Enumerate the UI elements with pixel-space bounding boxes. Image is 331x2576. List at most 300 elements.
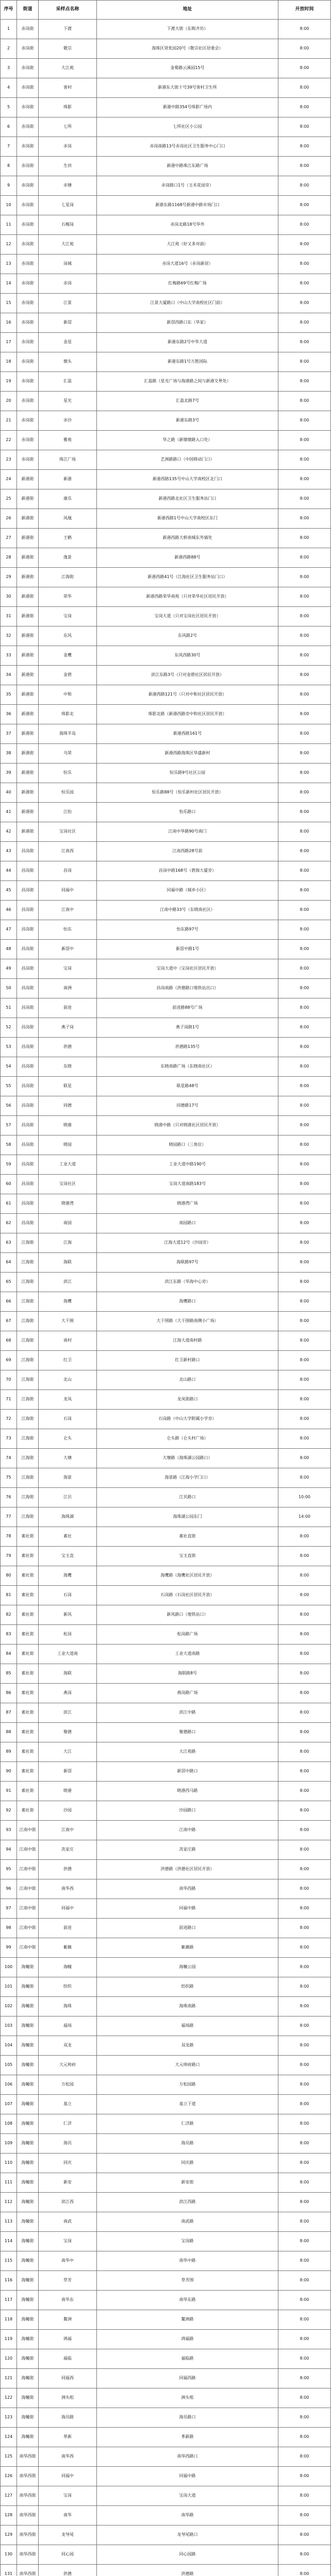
cell-address: 同福中路 <box>97 2467 278 2486</box>
cell-index: 31 <box>1 607 17 626</box>
cell-open-time: 8:00 <box>278 2134 331 2154</box>
cell-site-name: 红卫 <box>39 1351 97 1370</box>
table-row <box>1 744 331 764</box>
cell-index: 98 <box>1 1919 17 1938</box>
cell-address: 怡东路97号 <box>97 920 278 940</box>
cell-open-time: 8:00 <box>278 2212 331 2232</box>
cell-index: 94 <box>1 1840 17 1860</box>
cell-index: 76 <box>1 1488 17 1507</box>
cell-street: 海幢街 <box>17 2271 39 2291</box>
cell-open-time: 8:00 <box>278 1175 331 1194</box>
cell-site-name: 新风 <box>39 1605 97 1625</box>
cell-address: 新港西路88号 <box>97 548 278 568</box>
cell-open-time: 8:00 <box>278 1351 331 1370</box>
cell-index: 34 <box>1 666 17 685</box>
cell-street: 南华西街 <box>17 2447 39 2467</box>
cell-open-time: 8:00 <box>278 1429 331 1449</box>
table-row <box>1 78 331 98</box>
table-row <box>1 861 331 881</box>
cell-address: 大塘路（海珠湖公园路口） <box>97 1449 278 1468</box>
cell-site-name: 龙凤 <box>39 1390 97 1410</box>
cell-open-time: 8:00 <box>278 98 331 117</box>
cell-street: 赤岗街 <box>17 450 39 470</box>
cell-open-time: 8:00 <box>278 803 331 822</box>
table-row <box>1 2369 331 2388</box>
cell-street: 昌岗街 <box>17 920 39 940</box>
cell-site-name: 南华西 <box>39 1879 97 1899</box>
cell-address: 赤岗大道16号（赤岗新居） <box>97 255 278 274</box>
cell-street: 海幢街 <box>17 2173 39 2193</box>
cell-site-name: 七星岗 <box>39 196 97 215</box>
cell-index: 26 <box>1 509 17 529</box>
cell-street: 昌岗街 <box>17 842 39 861</box>
table-row <box>1 2251 331 2271</box>
cell-index: 85 <box>1 1664 17 1684</box>
cell-index: 127 <box>1 2486 17 2506</box>
cell-address: 宝岗大道 <box>97 2486 278 2506</box>
cell-address: 聚德路口 <box>97 1723 278 1742</box>
table-row <box>1 509 331 529</box>
cell-street: 海幢街 <box>17 2212 39 2232</box>
cell-street: 昌岗街 <box>17 1057 39 1077</box>
cell-open-time: 8:00 <box>278 1703 331 1723</box>
cell-site-name: 金碧 <box>39 666 97 685</box>
cell-address: 龙凤街路口 <box>97 1390 278 1410</box>
table-row <box>1 1488 331 1507</box>
cell-site-name: 晓港 <box>39 1116 97 1136</box>
cell-street: 昌岗街 <box>17 940 39 959</box>
table-row <box>1 724 331 744</box>
cell-address: 工业大道中路190号 <box>97 1155 278 1175</box>
cell-address: 宝岗大道（只对宝岗社区居民开放） <box>97 607 278 626</box>
cell-street: 南华西街 <box>17 2526 39 2545</box>
cell-open-time: 8:00 <box>278 1566 331 1586</box>
cell-site-name: 宝玉直 <box>39 1547 97 1566</box>
cell-index: 39 <box>1 764 17 783</box>
cell-address: 南华西路口 <box>97 2447 278 2467</box>
cell-index: 28 <box>1 548 17 568</box>
cell-site-name: 金星 <box>39 333 97 352</box>
cell-street: 素社街 <box>17 1566 39 1586</box>
cell-street: 江南中街 <box>17 1879 39 1899</box>
cell-index: 18 <box>1 352 17 372</box>
cell-index: 108 <box>1 2114 17 2134</box>
cell-street: 海幢街 <box>17 2193 39 2212</box>
cell-street: 江海街 <box>17 1449 39 1468</box>
table-row <box>1 2095 331 2114</box>
cell-open-time: 8:00 <box>278 450 331 470</box>
table-row <box>1 313 331 333</box>
table-row <box>1 352 331 372</box>
cell-index: 61 <box>1 1194 17 1214</box>
cell-index: 24 <box>1 470 17 489</box>
cell-street: 江海街 <box>17 1292 39 1312</box>
cell-site-name: 冼家庄 <box>39 1840 97 1860</box>
cell-index: 60 <box>1 1175 17 1194</box>
cell-open-time: 8:00 <box>278 313 331 333</box>
cell-open-time: 8:00 <box>278 587 331 607</box>
cell-street: 素社街 <box>17 1703 39 1723</box>
table-row <box>1 1038 331 1057</box>
cell-open-time: 8:00 <box>278 235 331 255</box>
cell-index: 104 <box>1 2036 17 2056</box>
cell-index: 77 <box>1 1507 17 1527</box>
cell-open-time: 14:00 <box>278 1507 331 1527</box>
header-street: 街道 <box>17 1 39 20</box>
cell-site-name: 星光 <box>39 392 97 411</box>
table-row <box>1 2232 331 2251</box>
cell-open-time: 8:00 <box>278 724 331 744</box>
cell-site-name: 南华西 <box>39 2447 97 2467</box>
cell-open-time: 8:00 <box>278 1664 331 1684</box>
cell-index: 21 <box>1 411 17 431</box>
cell-site-name: 东风 <box>39 626 97 646</box>
cell-index: 88 <box>1 1723 17 1742</box>
cell-open-time: 8:00 <box>278 1449 331 1468</box>
cell-street: 海幢街 <box>17 2428 39 2447</box>
cell-index: 126 <box>1 2467 17 2486</box>
cell-index: 78 <box>1 1527 17 1547</box>
cell-index: 54 <box>1 1057 17 1077</box>
cell-open-time: 8:00 <box>278 1840 331 1860</box>
cell-site-name: 双龙 <box>39 2036 97 2056</box>
cell-index: 65 <box>1 1273 17 1292</box>
cell-site-name: 南华中 <box>39 2251 97 2271</box>
cell-address: 鳌洲路 <box>97 2310 278 2330</box>
table-row <box>1 2056 331 2075</box>
table-row <box>1 803 331 822</box>
cell-address: 江南中路33号（东晓南社区） <box>97 901 278 920</box>
cell-street: 江南中街 <box>17 1821 39 1840</box>
cell-street: 赤岗街 <box>17 294 39 313</box>
cell-open-time: 8:00 <box>278 59 331 78</box>
cell-index: 103 <box>1 2016 17 2036</box>
cell-open-time: 8:00 <box>278 1253 331 1273</box>
cell-site-name: 同福中 <box>39 2467 97 2486</box>
table-row <box>1 1116 331 1136</box>
cell-site-name: 新安 <box>39 2173 97 2193</box>
cell-street: 素社街 <box>17 1527 39 1547</box>
cell-address: 滨江东路3号（只对金碧社区居民开放） <box>97 666 278 685</box>
cell-address: 仑头路（仑头村广场） <box>97 1429 278 1449</box>
cell-open-time: 8:00 <box>278 1899 331 1919</box>
cell-address: 江南中华路90号南门 <box>97 822 278 842</box>
cell-address: 福场路 <box>97 2016 278 2036</box>
cell-index: 14 <box>1 274 17 294</box>
table-row <box>1 1410 331 1429</box>
cell-site-name: 万松园 <box>39 2075 97 2095</box>
cell-index: 128 <box>1 2506 17 2526</box>
table-row <box>1 157 331 176</box>
table-row <box>1 626 331 646</box>
cell-open-time: 8:00 <box>278 1292 331 1312</box>
cell-site-name: 素社 <box>39 1527 97 1547</box>
cell-open-time: 8:00 <box>278 431 331 450</box>
cell-street: 素社街 <box>17 1762 39 1782</box>
cell-street: 江南中街 <box>17 1840 39 1860</box>
cell-open-time: 8:00 <box>278 2408 331 2428</box>
cell-index: 38 <box>1 744 17 764</box>
cell-site-name: 晓港湾 <box>39 1194 97 1214</box>
cell-open-time: 8:00 <box>278 1214 331 1233</box>
cell-site-name: 沙园 <box>39 1801 97 1821</box>
cell-site-name: 基立 <box>39 2095 97 2114</box>
cell-address: 前进路88号广场 <box>97 998 278 1018</box>
table-row <box>1 235 331 255</box>
cell-open-time: 8:00 <box>278 1723 331 1742</box>
cell-open-time: 8:00 <box>278 548 331 568</box>
cell-index: 2 <box>1 39 17 59</box>
cell-street: 赤岗街 <box>17 176 39 196</box>
cell-open-time: 8:00 <box>278 1468 331 1488</box>
cell-index: 41 <box>1 803 17 822</box>
cell-address: 草芳围 <box>97 2271 278 2291</box>
cell-site-name: 王鹤 <box>39 529 97 548</box>
cell-open-time: 8:00 <box>278 626 331 646</box>
cell-site-name: 乌荣 <box>39 744 97 764</box>
table-row <box>1 998 331 1018</box>
cell-index: 49 <box>1 959 17 979</box>
table-row <box>1 39 331 59</box>
table-row <box>1 2212 331 2232</box>
table-row <box>1 1214 331 1233</box>
cell-street: 海幢街 <box>17 2349 39 2369</box>
cell-index: 84 <box>1 1645 17 1664</box>
cell-street: 江海街 <box>17 1429 39 1449</box>
cell-open-time: 8:00 <box>278 255 331 274</box>
cell-index: 46 <box>1 901 17 920</box>
cell-open-time: 8:00 <box>278 2506 331 2526</box>
cell-site-name: 新滘 <box>39 1762 97 1782</box>
table-row <box>1 764 331 783</box>
cell-open-time: 8:00 <box>278 1977 331 1997</box>
table-row <box>1 959 331 979</box>
cell-site-name: 逸景 <box>39 548 97 568</box>
table-row <box>1 2173 331 2193</box>
cell-street: 昌岗街 <box>17 1038 39 1057</box>
cell-address: 鸿福路 <box>97 2330 278 2349</box>
cell-open-time: 8:00 <box>278 1625 331 1645</box>
cell-address: 海鹰路（海鹰社区居民开放） <box>97 1566 278 1586</box>
cell-open-time: 8:00 <box>278 2232 331 2251</box>
cell-open-time: 8:00 <box>278 2428 331 2447</box>
table-row <box>1 1586 331 1605</box>
cell-site-name: 同德 <box>39 1096 97 1116</box>
cell-index: 109 <box>1 2134 17 2154</box>
cell-open-time: 8:00 <box>278 529 331 548</box>
table-row <box>1 1723 331 1742</box>
cell-site-name: 海联 <box>39 1664 97 1684</box>
cell-street: 素社街 <box>17 1625 39 1645</box>
table-row <box>1 333 331 352</box>
cell-street: 昌岗街 <box>17 1077 39 1096</box>
cell-address: 南园路口 <box>97 1214 278 1233</box>
table-row <box>1 1840 331 1860</box>
cell-street: 江南中街 <box>17 1860 39 1879</box>
cell-street: 海幢街 <box>17 2369 39 2388</box>
cell-address: 新港西路大桥南城东外墙处 <box>97 529 278 548</box>
cell-site-name: 晓园 <box>39 1136 97 1155</box>
table-row <box>1 1997 331 2016</box>
cell-index: 125 <box>1 2447 17 2467</box>
cell-street: 南华西街 <box>17 2486 39 2506</box>
table-row <box>1 2114 331 2134</box>
table-row <box>1 2075 331 2095</box>
table-row <box>1 2408 331 2428</box>
table-row <box>1 1762 331 1782</box>
cell-site-name: 洪德 <box>39 2565 97 2576</box>
cell-site-name: 工业大道南 <box>39 1645 97 1664</box>
cell-open-time: 8:00 <box>278 489 331 509</box>
cell-address: 新港东路1号万胜国际 <box>97 352 278 372</box>
cell-open-time: 8:00 <box>278 117 331 137</box>
cell-index: 3 <box>1 59 17 78</box>
cell-site-name: 江南中 <box>39 1821 97 1840</box>
cell-site-name: 南武 <box>39 2212 97 2232</box>
cell-site-name: 大江 <box>39 1742 97 1762</box>
cell-open-time: 8:00 <box>278 744 331 764</box>
table-row <box>1 1292 331 1312</box>
cell-street: 昌岗街 <box>17 1194 39 1214</box>
cell-street: 昌岗街 <box>17 1214 39 1233</box>
cell-site-name: 恒乐园 <box>39 783 97 803</box>
cell-site-name: 江海街 <box>39 568 97 587</box>
table-row <box>1 1684 331 1703</box>
table-row <box>1 2545 331 2565</box>
cell-open-time: 8:00 <box>278 2095 331 2114</box>
cell-index: 90 <box>1 1762 17 1782</box>
cell-open-time: 8:00 <box>278 1410 331 1429</box>
cell-street: 江海街 <box>17 1331 39 1351</box>
cell-address: 南华东路 <box>97 2291 278 2310</box>
cell-open-time: 8:00 <box>278 157 331 176</box>
cell-index: 115 <box>1 2251 17 2271</box>
cell-street: 素社街 <box>17 1645 39 1664</box>
cell-site-name: 江南西 <box>39 842 97 861</box>
cell-address: 昌岗南路（洪德路口地铁站出口） <box>97 979 278 998</box>
cell-street: 江海街 <box>17 1312 39 1331</box>
cell-open-time: 8:00 <box>278 1919 331 1938</box>
cell-address: 洲头咀 <box>97 2388 278 2408</box>
cell-street: 昌岗街 <box>17 1096 39 1116</box>
cell-site-name: 燕岗 <box>39 1684 97 1703</box>
cell-index: 101 <box>1 1977 17 1997</box>
cell-index: 82 <box>1 1605 17 1625</box>
table-row <box>1 901 331 920</box>
cell-address: 新安街 <box>97 2173 278 2193</box>
cell-address: 同德路17号 <box>97 1096 278 1116</box>
cell-street: 海幢街 <box>17 2036 39 2056</box>
cell-index: 92 <box>1 1801 17 1821</box>
cell-site-name: 石岗 <box>39 1586 97 1605</box>
cell-open-time: 8:00 <box>278 2036 331 2056</box>
table-row <box>1 1821 331 1840</box>
cell-site-name: 滨江西 <box>39 2193 97 2212</box>
cell-index: 45 <box>1 881 17 901</box>
cell-open-time: 8:00 <box>278 78 331 98</box>
cell-index: 8 <box>1 157 17 176</box>
cell-site-name: 金鹰 <box>39 646 97 666</box>
cell-street: 昌岗街 <box>17 998 39 1018</box>
cell-index: 89 <box>1 1742 17 1762</box>
cell-open-time: 8:00 <box>278 1077 331 1096</box>
cell-street: 江海街 <box>17 1233 39 1253</box>
cell-address: 沙园路口 <box>97 1801 278 1821</box>
cell-index: 71 <box>1 1390 17 1410</box>
cell-address: 新港中路珠江东路广场 <box>97 157 278 176</box>
cell-open-time: 8:00 <box>278 1997 331 2016</box>
cell-open-time: 8:00 <box>278 392 331 411</box>
cell-street: 江南中街 <box>17 1919 39 1938</box>
cell-street: 素社街 <box>17 1723 39 1742</box>
cell-open-time: 8:00 <box>278 1605 331 1625</box>
cell-address: 红卫新村路口 <box>97 1351 278 1370</box>
cell-index: 25 <box>1 489 17 509</box>
cell-address: 大元帅府路口 <box>97 2056 278 2075</box>
cell-site-name: 鸿福 <box>39 2330 97 2349</box>
cell-address: 燕子岗路1号 <box>97 1018 278 1038</box>
cell-site-name: 康乐 <box>39 489 97 509</box>
cell-address: 恒乐路88号（恒乐新村社区居民开放） <box>97 783 278 803</box>
cell-site-name: 大干围 <box>39 1312 97 1331</box>
cell-open-time: 8:00 <box>278 1312 331 1331</box>
cell-address: 东晓南路广场（东晓南社区） <box>97 1057 278 1077</box>
table-row <box>1 881 331 901</box>
cell-street: 海幢街 <box>17 2016 39 2036</box>
cell-street: 昌岗街 <box>17 959 39 979</box>
cell-street: 江海街 <box>17 1488 39 1507</box>
cell-address: 滨江东路（华海中心旁） <box>97 1273 278 1292</box>
cell-site-name: 下渡 <box>39 20 97 39</box>
cell-street: 赤岗街 <box>17 392 39 411</box>
cell-open-time: 8:00 <box>278 685 331 705</box>
cell-index: 67 <box>1 1312 17 1331</box>
cell-index: 79 <box>1 1547 17 1566</box>
cell-address: 洪德路 <box>97 2565 278 2576</box>
cell-street: 昌岗街 <box>17 979 39 998</box>
cell-open-time: 8:00 <box>278 979 331 998</box>
table-body <box>1 20 331 2576</box>
cell-index: 1 <box>1 20 17 39</box>
cell-address: 艺洲路路口（中国移动门口） <box>97 450 278 470</box>
table-row <box>1 1096 331 1116</box>
cell-index: 56 <box>1 1096 17 1116</box>
cell-open-time: 10:00 <box>278 1488 331 1507</box>
cell-street: 新港街 <box>17 764 39 783</box>
table-header-row <box>1 1 331 20</box>
cell-open-time: 8:00 <box>278 1645 331 1664</box>
table-row <box>1 1566 331 1586</box>
cell-index: 7 <box>1 137 17 157</box>
cell-address: 晓港西马路 <box>97 1782 278 1801</box>
cell-site-name: 纺织 <box>39 1977 97 1997</box>
table-row <box>1 489 331 509</box>
table-row <box>1 2467 331 2486</box>
cell-index: 15 <box>1 294 17 313</box>
cell-site-name: 江南中 <box>39 901 97 920</box>
cell-index: 27 <box>1 529 17 548</box>
table-row <box>1 685 331 705</box>
cell-address: 新风路口（地铁站口） <box>97 1605 278 1625</box>
cell-address: 海珠区贤优园20号（敬宗社区居委会） <box>97 39 278 59</box>
cell-street: 新港街 <box>17 783 39 803</box>
cell-index: 30 <box>1 587 17 607</box>
cell-open-time: 8:00 <box>278 2193 331 2212</box>
cell-open-time: 8:00 <box>278 1096 331 1116</box>
cell-address: 汇盈路（星光广场与海港路之间与新港交界处） <box>97 372 278 392</box>
cell-address: 新港西路北社区卫生服务站门口 <box>97 489 278 509</box>
cell-address: 革新路 <box>97 2428 278 2447</box>
